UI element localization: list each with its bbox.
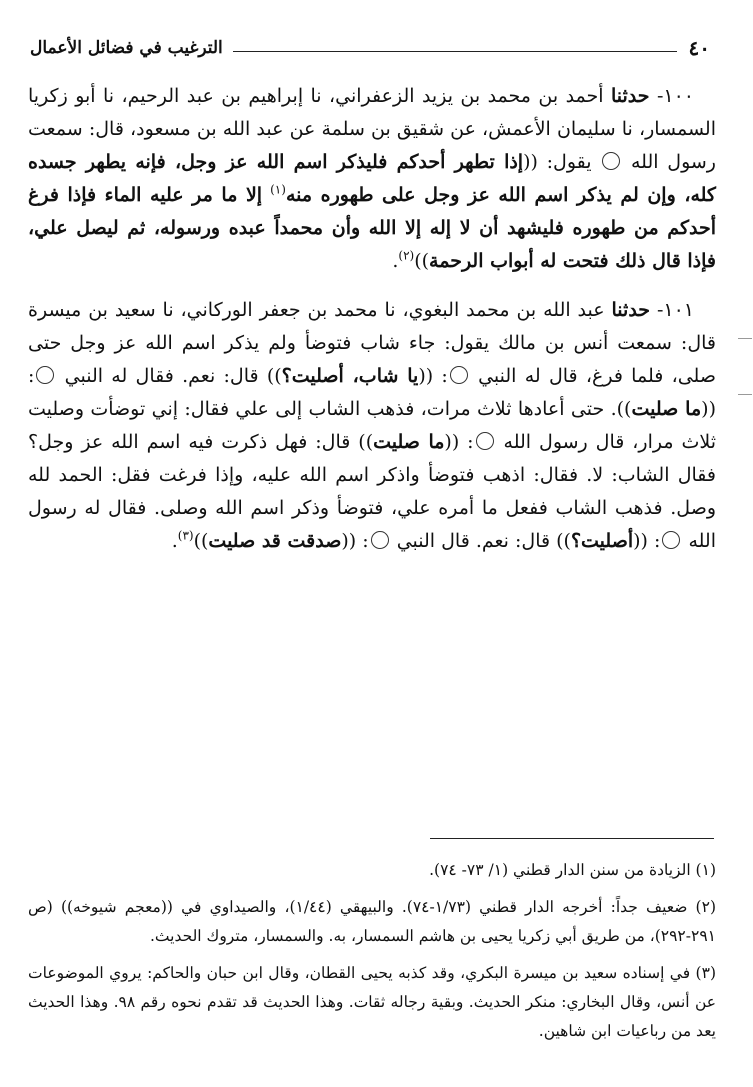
footnote-ref[interactable]: (٣) (177, 528, 194, 543)
footnote-1: (١) الزيادة من سنن الدار قطني (١/ ٧٣- ٧٤). (429, 861, 716, 879)
quote-open: : (( (341, 530, 369, 552)
punctuation: . (171, 530, 178, 552)
quote-open: يقول: (( (523, 151, 592, 173)
narrative-text: )) قال: فهل ذكرت فيه اسم الله عز وجل؟ فقال الشاب: لا. فقال: اذهب فتوضأ واذكر اسم الله عليه، وإذا فرغت فقل: الحمد لله وصل. فذهب الشاب ففعل ما أمره علي، فتوضأ وذكر اسم الله وصلى. فقال له رسول الله (28, 431, 716, 552)
salutation-ligature-icon (602, 152, 620, 170)
footnote-ref[interactable]: (١) (270, 182, 286, 197)
running-title: الترغيب في فضائل الأعمال (30, 38, 223, 58)
quote-open: : (( (418, 365, 448, 387)
narration-verb: حدثنا (611, 299, 651, 321)
narrative-text: )). حتى أعادها ثلاث مرات، فذهب الشاب إلى علي فقال: إني توضأت وصليت ثلاث مرار، قال رسول الله (28, 398, 716, 453)
hadith-101 (28, 294, 716, 558)
isnad-text: عبد الله بن محمد البغوي، نا محمد بن جعفر الوركاني، نا سعيد بن ميسرة قال: سمعت أنس بن مالك يقول: جاء شاب فتوضأ ولم يذكر اسم الله عز وجل حتى صلى، فلما فرغ، قال له النبي (28, 299, 716, 387)
hadith-100 (28, 80, 716, 278)
page-header (30, 34, 710, 62)
salutation-ligature-icon (476, 432, 494, 450)
hadith-text: أصليت؟ (570, 530, 634, 552)
hadith-text: ما صليت (631, 398, 702, 420)
quote-open: : (( (444, 431, 474, 453)
hadith-text: صدقت قد صليت (208, 530, 342, 552)
hadith-number: ١٠٠- (656, 85, 694, 107)
quote-close: )) (193, 530, 209, 552)
hadith-number: ١٠١- (656, 299, 694, 321)
punctuation: . (392, 250, 399, 272)
salutation-ligature-icon (450, 366, 468, 384)
margin-mark (738, 338, 752, 339)
quote-open: : (( (633, 530, 661, 552)
hadith-text: ما صليت (373, 431, 445, 453)
main-text (28, 80, 716, 558)
hadith-text: يا شاب، أصليت؟ (281, 365, 419, 387)
hadith-text: إلا ما مر عليه الماء فإذا فرغ أحدكم من طهوره فليشهد أن لا إله إلا الله وأن محمداً عبده ورسوله، ثم ليصل علي، فإذا قال ذلك فتحت له أبواب الرحمة (28, 184, 716, 272)
footnote-separator (430, 838, 714, 839)
narration-verb: حدثنا (610, 85, 650, 107)
margin-mark (738, 394, 752, 395)
footnote-3: (٣) في إسناده سعيد بن ميسرة البكري، وقد كذبه يحيى القطان، وقال ابن حبان والحاكم: يروي الموضوعات عن أنس، وقال البخاري: منكر الحديث. وبقية رجاله ثقات. وهذا الحديث قد تقدم نحوه رقم ٩٨. وهذا الحديث يعد من رباعيات ابن شاهين. (28, 964, 716, 1040)
salutation-ligature-icon (371, 531, 389, 549)
header-rule (233, 51, 677, 52)
page-number: ٤٠ (688, 36, 710, 60)
salutation-ligature-icon (662, 531, 680, 549)
salutation-ligature-icon (36, 366, 54, 384)
footnote-2: (٢) ضعيف جداً: أخرجه الدار قطني (١/٧٣-٧٤). والبيهقي (١/٤٤)، والصيداوي في ((معجم شيوخه)) (ص ٢٩١-٢٩٢)، من طريق أبي زكريا يحيى بن هاشم السمسار، به. والسمسار، متروك الحديث. (28, 898, 716, 945)
quote-close: )) (414, 250, 430, 272)
quote-open: : (( (28, 365, 716, 420)
narrative-text: )) قال: نعم. فقال له النبي (64, 365, 282, 387)
footnote-ref[interactable]: (٢) (398, 248, 415, 263)
hadith-text: إذا تطهر أحدكم فليذكر اسم الله عز وجل، فإنه يطهر جسده كله، وإن لم يذكر اسم الله عز وجل على طهوره منه (28, 151, 716, 206)
isnad-text: أحمد بن محمد بن يزيد الزعفراني، نا إبراهيم بن عبد الرحيم، نا أبو زكريا السمسار، نا سليمان الأعمش، عن شقيق بن سلمة عن عبد الله بن مسعود، قال: سمعت رسول الله (28, 85, 716, 173)
footnotes (28, 856, 716, 1054)
narrative-text: )) قال: نعم. قال النبي (396, 530, 571, 552)
